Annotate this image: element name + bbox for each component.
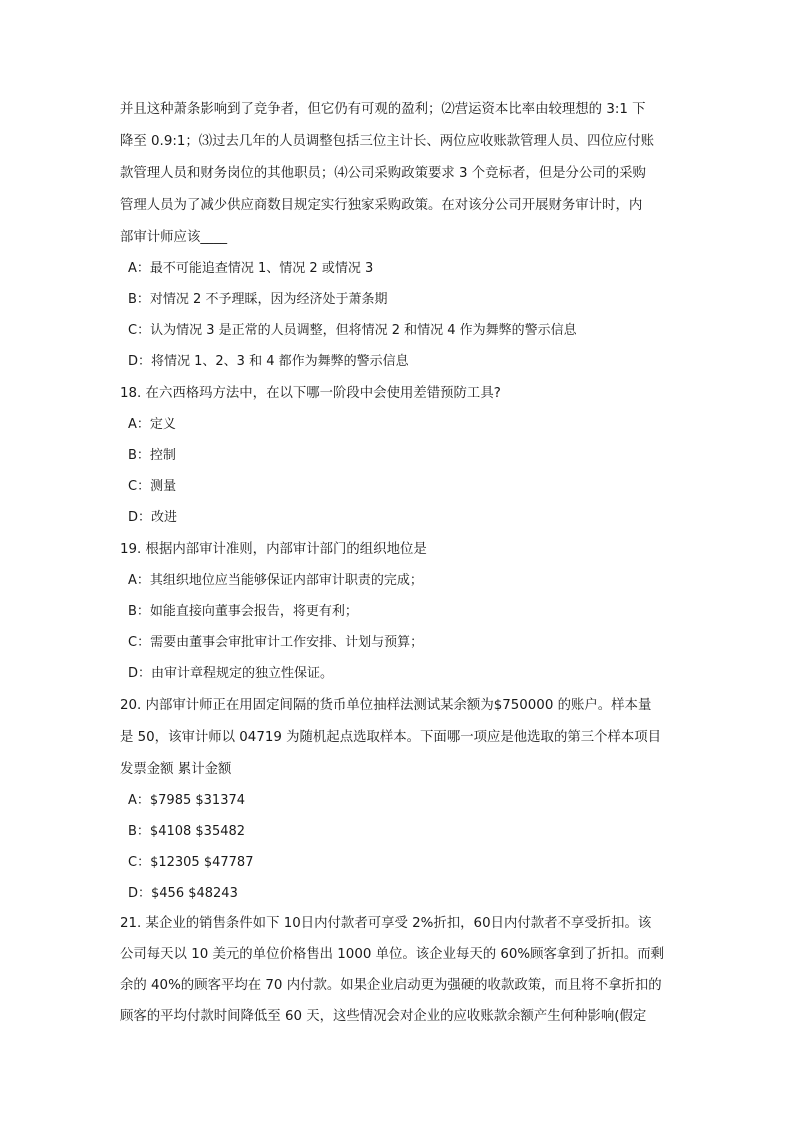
q17-text-line-2: 降至 0.9:1；⑶过去几年的人员调整包括三位主计长、两位应收账款管理人员、四位应付账 bbox=[120, 134, 655, 149]
q20-text-line-1: 20. 内部审计师正在用固定间隔的货币单位抽样法测试某余额为$750000 的账户。样本量 bbox=[120, 698, 652, 713]
q17-text-line-5: 部审计师应该____ bbox=[120, 230, 228, 245]
q17-option-b: B：对情况 2 不予理睬，因为经济处于萧条期 bbox=[128, 292, 388, 307]
q21-text-line-3: 余的 40%的顾客平均在 70 内付款。如果企业启动更为强硬的收款政策，而且将不拿折扣的 bbox=[120, 978, 662, 993]
q21-text-line-1: 21. 某企业的销售条件如下 10日内付款者可享受 2%折扣，60日内付款者不享受折扣。该 bbox=[120, 916, 652, 931]
q20-option-d: D：$456 $48243 bbox=[128, 886, 238, 901]
q19-option-a: A：其组织地位应当能够保证内部审计职责的完成； bbox=[128, 573, 423, 588]
q20-option-b: B：$4108 $35482 bbox=[128, 824, 246, 839]
q20-text-line-3: 发票金额 累计金额 bbox=[120, 762, 232, 777]
q21-text-line-4: 顾客的平均付款时间降低至 60 天，这些情况会对企业的应收账款余额产生何种影响(假定 bbox=[120, 1009, 647, 1024]
q17-text-line-4: 管理人员为了减少供应商数目规定实行独家采购政策。在对该分公司开展财务审计时，内 bbox=[120, 198, 643, 213]
q17-text-line-1: 并且这种萧条影响到了竞争者，但它仍有可观的盈利；⑵营运资本比率由较理想的 3:1 下 bbox=[120, 102, 646, 117]
q19-stem: 19. 根据内部审计准则，内部审计部门的组织地位是 bbox=[120, 542, 427, 557]
q18-option-b: B：控制 bbox=[128, 448, 176, 463]
q20-option-c: C：$12305 $47787 bbox=[128, 855, 254, 870]
q20-text-line-2: 是 50，该审计师以 04719 为随机起点选取样本。下面哪一项应是他选取的第三个样本项目 bbox=[120, 730, 662, 745]
q17-text-line-3: 款管理人员和财务岗位的其他职员；⑷公司采购政策要求 3 个竞标者，但是分公司的采购 bbox=[120, 166, 646, 181]
q19-option-b: B：如能直接向董事会报告，将更有利； bbox=[128, 604, 358, 619]
q18-option-d: D：改进 bbox=[128, 510, 178, 525]
q20-option-a: A：$7985 $31374 bbox=[128, 793, 246, 808]
q19-option-d: D：由审计章程规定的独立性保证。 bbox=[128, 666, 334, 681]
q17-option-d: D：将情况 1、2、3 和 4 都作为舞弊的警示信息 bbox=[128, 354, 409, 369]
q17-option-a: A：最不可能追查情况 1、情况 2 或情况 3 bbox=[128, 261, 374, 276]
q18-option-c: C：测量 bbox=[128, 479, 177, 494]
q21-text-line-2: 公司每天以 10 美元的单位价格售出 1000 单位。该企业每天的 60%顾客拿到了折扣。而剩 bbox=[120, 947, 665, 962]
q18-stem: 18. 在六西格玛方法中，在以下哪一阶段中会使用差错预防工具? bbox=[120, 386, 501, 401]
q18-option-a: A：定义 bbox=[128, 417, 176, 432]
q19-option-c: C：需要由董事会审批审计工作安排、计划与预算； bbox=[128, 635, 424, 650]
q17-option-c: C：认为情况 3 是正常的人员调整，但将情况 2 和情况 4 作为舞弊的警示信息 bbox=[128, 323, 577, 338]
